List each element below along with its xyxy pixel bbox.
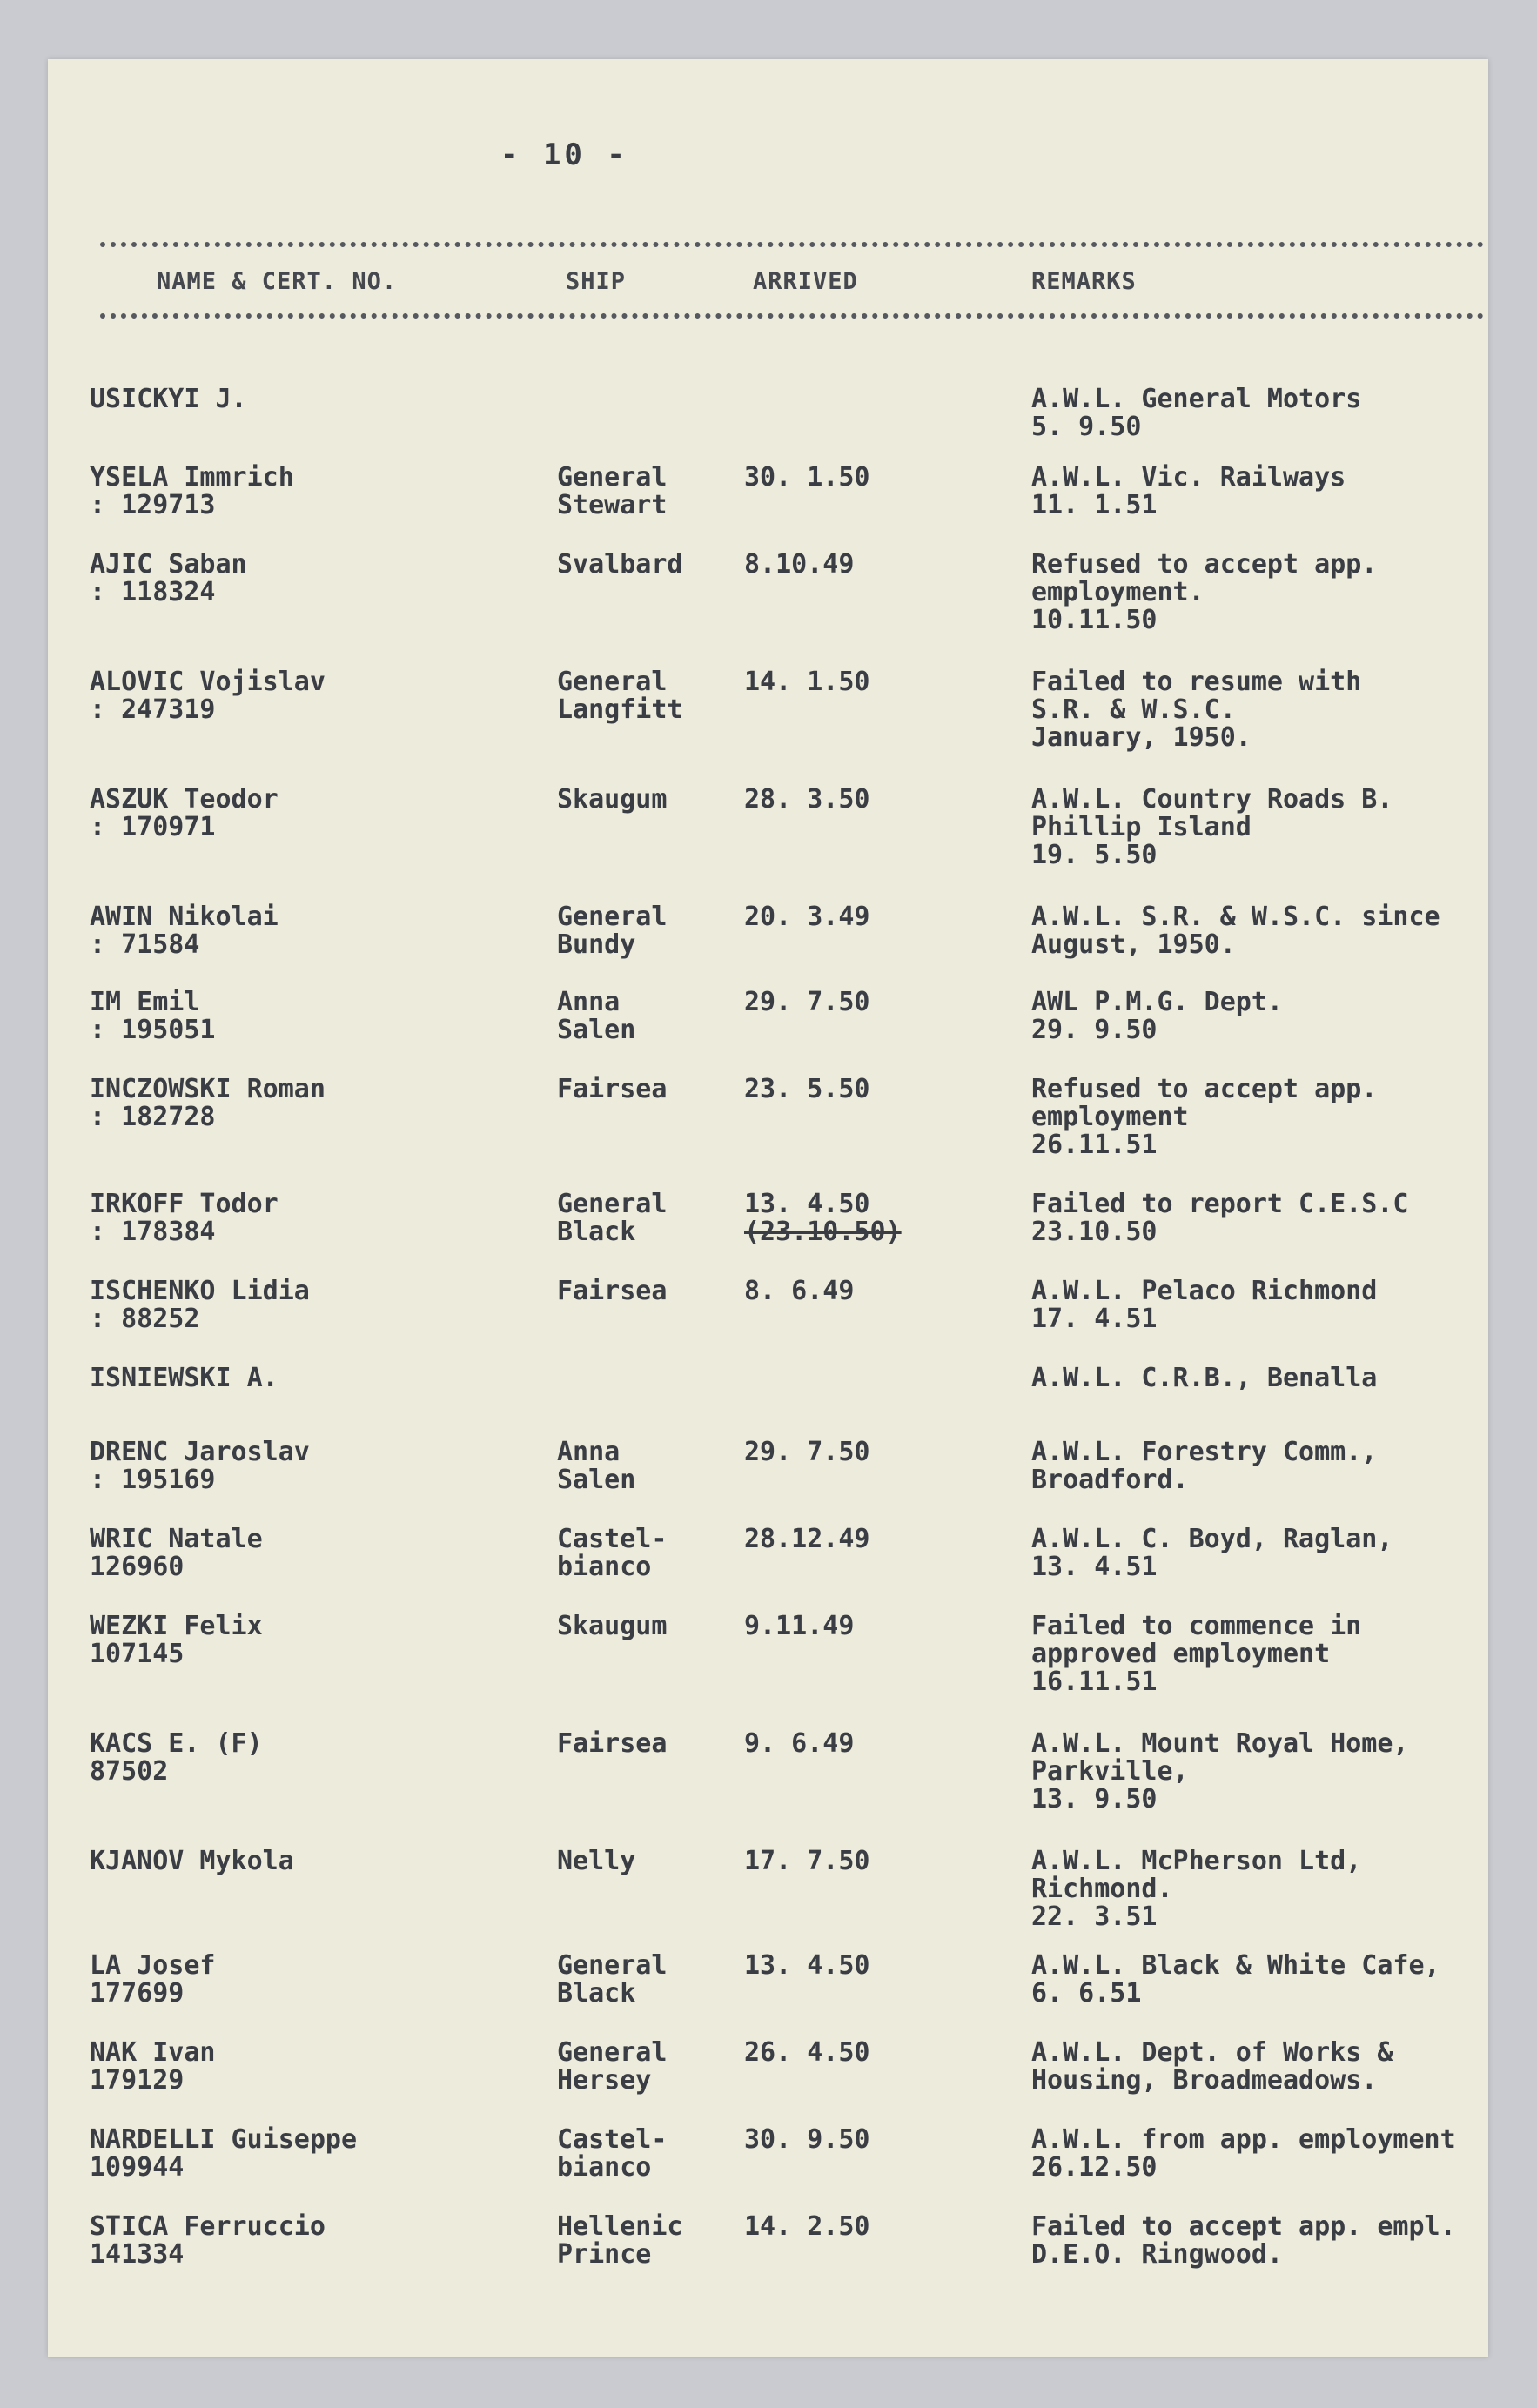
- arrived-cell: [744, 1191, 909, 1246]
- arrived-cell: [744, 903, 909, 931]
- entry-ship: General Bundy: [557, 902, 668, 960]
- arrived-cell: [744, 1278, 909, 1305]
- name-cell: [90, 1278, 542, 1333]
- entry-ship: General Black: [557, 1189, 668, 1247]
- entry-arrived: 14. 2.50: [744, 2211, 870, 2242]
- entry-cert: : 247319: [90, 694, 216, 725]
- entry-arrived: 29. 7.50: [744, 987, 870, 1017]
- ship-cell: [557, 1730, 705, 1758]
- entry-name: DRENC Jaroslav: [90, 1437, 310, 1467]
- entry-remarks: Failed to accept app. empl. D.E.O. Ringwood.: [1031, 2211, 1456, 2270]
- remarks-cell: [1031, 786, 1488, 869]
- entry-cert: 87502: [90, 1756, 169, 1787]
- entry-name: NARDELLI Guiseppe: [90, 2124, 358, 2155]
- name-cell: [90, 1076, 542, 1131]
- entry-remarks: A.W.L. Vic. Railways 11. 1.51: [1031, 462, 1346, 520]
- entry-name: ALOVIC Vojislav: [90, 667, 326, 697]
- entry-arrived: 9.11.49: [744, 1611, 855, 1641]
- entry-remarks: A.W.L. S.R. & W.S.C. since August, 1950.: [1031, 902, 1440, 960]
- remarks-cell: [1031, 2213, 1488, 2269]
- entry-remarks: A.W.L. McPherson Ltd, Richmond. 22. 3.51: [1031, 1846, 1362, 1932]
- header-name: NAME & CERT. NO.: [157, 268, 398, 295]
- ship-cell: [557, 989, 705, 1044]
- name-cell: [90, 668, 542, 724]
- ship-cell: [557, 786, 705, 814]
- entry-cert: 179129: [90, 2065, 185, 2096]
- entry-arrived-struck: (23.10.50): [744, 1217, 902, 1247]
- entry-cert: : 178384: [90, 1217, 216, 1247]
- remarks-cell: [1031, 1365, 1488, 1392]
- entry-ship: General Stewart: [557, 462, 668, 520]
- entry-arrived: 29. 7.50: [744, 1437, 870, 1467]
- entry-cert: : 170971: [90, 812, 216, 842]
- entry-name: KJANOV Mykola: [90, 1846, 294, 1876]
- entry-name: AJIC Saban: [90, 549, 247, 580]
- remarks-cell: [1031, 2126, 1488, 2182]
- remarks-cell: [1031, 1730, 1488, 1814]
- remarks-cell: [1031, 1952, 1488, 2008]
- entry-arrived: 14. 1.50: [744, 667, 870, 697]
- entry-ship: General Black: [557, 1950, 668, 2009]
- entry-name: WRIC Natale: [90, 1524, 263, 1554]
- arrived-cell: [744, 1952, 909, 1980]
- arrived-cell: [744, 2126, 909, 2154]
- remarks-cell: [1031, 1278, 1488, 1333]
- entry-cert: : 182728: [90, 1102, 216, 1132]
- entry-ship: Hellenic Prince: [557, 2211, 683, 2270]
- remarks-cell: [1031, 464, 1488, 520]
- name-cell: [90, 1439, 542, 1494]
- arrived-cell: [744, 1076, 909, 1103]
- entry-name: ASZUK Teodor: [90, 784, 279, 815]
- entry-remarks: A.W.L. Country Roads B. Phillip Island 19. 5.50: [1031, 784, 1393, 870]
- entry-remarks: Refused to accept app. employment. 10.11.50: [1031, 549, 1378, 635]
- arrived-cell: [744, 2213, 909, 2241]
- header-ship: SHIP: [566, 268, 627, 295]
- entry-cert: : 118324: [90, 577, 216, 607]
- entry-name: AWIN Nikolai: [90, 902, 279, 932]
- entry-ship: Castel- bianco: [557, 1524, 668, 1582]
- ship-cell: [557, 903, 705, 959]
- page-number: - 10 -: [500, 138, 628, 172]
- arrived-cell: [744, 989, 909, 1016]
- arrived-cell: [744, 2039, 909, 2067]
- remarks-cell: [1031, 989, 1488, 1044]
- arrived-cell: [744, 668, 909, 696]
- entry-ship: Anna Salen: [557, 1437, 636, 1495]
- ship-cell: [557, 1526, 705, 1581]
- remarks-cell: [1031, 1439, 1488, 1494]
- entry-arrived: 8. 6.49: [744, 1276, 855, 1306]
- arrived-cell: [744, 1730, 909, 1758]
- entry-name: LA Josef: [90, 1950, 216, 1981]
- entry-cert: 109944: [90, 2152, 185, 2183]
- ship-cell: [557, 1439, 705, 1494]
- name-cell: [90, 1848, 542, 1875]
- entry-remarks: Failed to resume with S.R. & W.S.C. January, 1950.: [1031, 667, 1362, 753]
- remarks-cell: [1031, 903, 1488, 959]
- entry-ship: Svalbard: [557, 549, 683, 580]
- name-cell: [90, 1526, 542, 1581]
- name-cell: [90, 786, 542, 842]
- entry-ship: General Hersey: [557, 2037, 668, 2096]
- ship-cell: [557, 1278, 705, 1305]
- document-page: [48, 59, 1488, 2357]
- name-cell: [90, 903, 542, 959]
- name-cell: [90, 1365, 542, 1392]
- entry-name: IM Emil: [90, 987, 200, 1017]
- ship-cell: [557, 464, 705, 520]
- entry-arrived: 9. 6.49: [744, 1728, 855, 1759]
- entry-arrived: 8.10.49: [744, 549, 855, 580]
- entry-name: KACS E. (F): [90, 1728, 263, 1759]
- entry-ship: Nelly: [557, 1846, 636, 1876]
- entry-arrived: 30. 9.50: [744, 2124, 870, 2155]
- ship-cell: [557, 1848, 705, 1875]
- name-cell: [90, 386, 542, 413]
- remarks-cell: [1031, 551, 1488, 634]
- entry-remarks: A.W.L. Dept. of Works & Housing, Broadmeadows.: [1031, 2037, 1393, 2096]
- entry-remarks: A.W.L. C.R.B., Benalla: [1031, 1363, 1378, 1393]
- entry-remarks: Refused to accept app. employment 26.11.51: [1031, 1074, 1378, 1160]
- entry-cert: 141334: [90, 2239, 185, 2270]
- entry-ship: General Langfitt: [557, 667, 683, 725]
- header-rule-top: [100, 242, 1484, 247]
- entry-remarks: A.W.L. Forestry Comm., Broadford.: [1031, 1437, 1378, 1495]
- entry-name: USICKYI J.: [90, 384, 247, 414]
- header-remarks: REMARKS: [1031, 268, 1137, 295]
- ship-cell: [557, 1191, 705, 1246]
- remarks-cell: [1031, 1613, 1488, 1696]
- entry-arrived: 13. 4.50: [744, 1950, 870, 1981]
- name-cell: [90, 464, 542, 520]
- entry-ship: Fairsea: [557, 1276, 668, 1306]
- entry-arrived: 28. 3.50: [744, 784, 870, 815]
- entry-cert: : 195051: [90, 1015, 216, 1045]
- entry-cert: 177699: [90, 1978, 185, 2009]
- remarks-cell: [1031, 1526, 1488, 1581]
- arrived-cell: [744, 786, 909, 814]
- arrived-cell: [744, 464, 909, 492]
- entry-name: ISCHENKO Lidia: [90, 1276, 310, 1306]
- name-cell: [90, 1730, 542, 1786]
- entry-cert: 126960: [90, 1552, 185, 1582]
- name-cell: [90, 551, 542, 607]
- remarks-cell: [1031, 386, 1488, 441]
- remarks-cell: [1031, 2039, 1488, 2095]
- entry-arrived: 13. 4.50: [744, 1189, 870, 1219]
- entry-remarks: Failed to commence in approved employment 16.11.51: [1031, 1611, 1362, 1697]
- name-cell: [90, 989, 542, 1044]
- entry-cert: : 71584: [90, 929, 200, 960]
- name-cell: [90, 1952, 542, 2008]
- ship-cell: [557, 2213, 705, 2269]
- entry-remarks: A.W.L. Pelaco Richmond 17. 4.51: [1031, 1276, 1378, 1334]
- arrived-cell: [744, 1848, 909, 1875]
- entry-arrived: 26. 4.50: [744, 2037, 870, 2068]
- ship-cell: [557, 1076, 705, 1103]
- entry-arrived: 17. 7.50: [744, 1846, 870, 1876]
- entry-remarks: Failed to report C.E.S.C 23.10.50: [1031, 1189, 1409, 1247]
- entry-name: YSELA Immrich: [90, 462, 294, 493]
- entry-name: INCZOWSKI Roman: [90, 1074, 326, 1104]
- entry-remarks: A.W.L. Mount Royal Home, Parkville, 13. 9.50: [1031, 1728, 1409, 1814]
- arrived-cell: [744, 1526, 909, 1553]
- entry-arrived: 20. 3.49: [744, 902, 870, 932]
- ship-cell: [557, 1952, 705, 2008]
- ship-cell: [557, 2039, 705, 2095]
- entry-cert: : 129713: [90, 490, 216, 520]
- entry-ship: Skaugum: [557, 784, 668, 815]
- entry-remarks: A.W.L. C. Boyd, Raglan, 13. 4.51: [1031, 1524, 1393, 1582]
- name-cell: [90, 2213, 542, 2269]
- entry-remarks: A.W.L. Black & White Cafe, 6. 6.51: [1031, 1950, 1440, 2009]
- entry-ship: Skaugum: [557, 1611, 668, 1641]
- entry-ship: Castel- bianco: [557, 2124, 668, 2183]
- entry-name: STICA Ferruccio: [90, 2211, 326, 2242]
- remarks-cell: [1031, 668, 1488, 752]
- entry-cert: : 195169: [90, 1465, 216, 1495]
- arrived-cell: [744, 551, 909, 579]
- name-cell: [90, 2126, 542, 2182]
- arrived-cell: [744, 1613, 909, 1640]
- entry-remarks: A.W.L. General Motors 5. 9.50: [1031, 384, 1362, 442]
- remarks-cell: [1031, 1191, 1488, 1246]
- entry-ship: Fairsea: [557, 1074, 668, 1104]
- ship-cell: [557, 2126, 705, 2182]
- entry-remarks: A.W.L. from app. employment 26.12.50: [1031, 2124, 1456, 2183]
- entry-name: IRKOFF Todor: [90, 1189, 279, 1219]
- entry-ship: Anna Salen: [557, 987, 636, 1045]
- entry-arrived: 28.12.49: [744, 1524, 870, 1554]
- entry-arrived: 30. 1.50: [744, 462, 870, 493]
- name-cell: [90, 1191, 542, 1246]
- header-rule-bottom: [100, 313, 1484, 319]
- ship-cell: [557, 668, 705, 724]
- entry-cert: : 88252: [90, 1304, 200, 1334]
- name-cell: [90, 1613, 542, 1668]
- remarks-cell: [1031, 1076, 1488, 1159]
- ship-cell: [557, 551, 705, 579]
- ship-cell: [557, 1613, 705, 1640]
- name-cell: [90, 2039, 542, 2095]
- entry-cert: 107145: [90, 1639, 185, 1669]
- remarks-cell: [1031, 1848, 1488, 1931]
- entry-arrived: 23. 5.50: [744, 1074, 870, 1104]
- arrived-cell: [744, 1439, 909, 1466]
- entry-name: ISNIEWSKI A.: [90, 1363, 279, 1393]
- entry-name: NAK Ivan: [90, 2037, 216, 2068]
- entry-remarks: AWL P.M.G. Dept. 29. 9.50: [1031, 987, 1283, 1045]
- entry-ship: Fairsea: [557, 1728, 668, 1759]
- entry-name: WEZKI Felix: [90, 1611, 263, 1641]
- header-arrived: ARRIVED: [753, 268, 858, 295]
